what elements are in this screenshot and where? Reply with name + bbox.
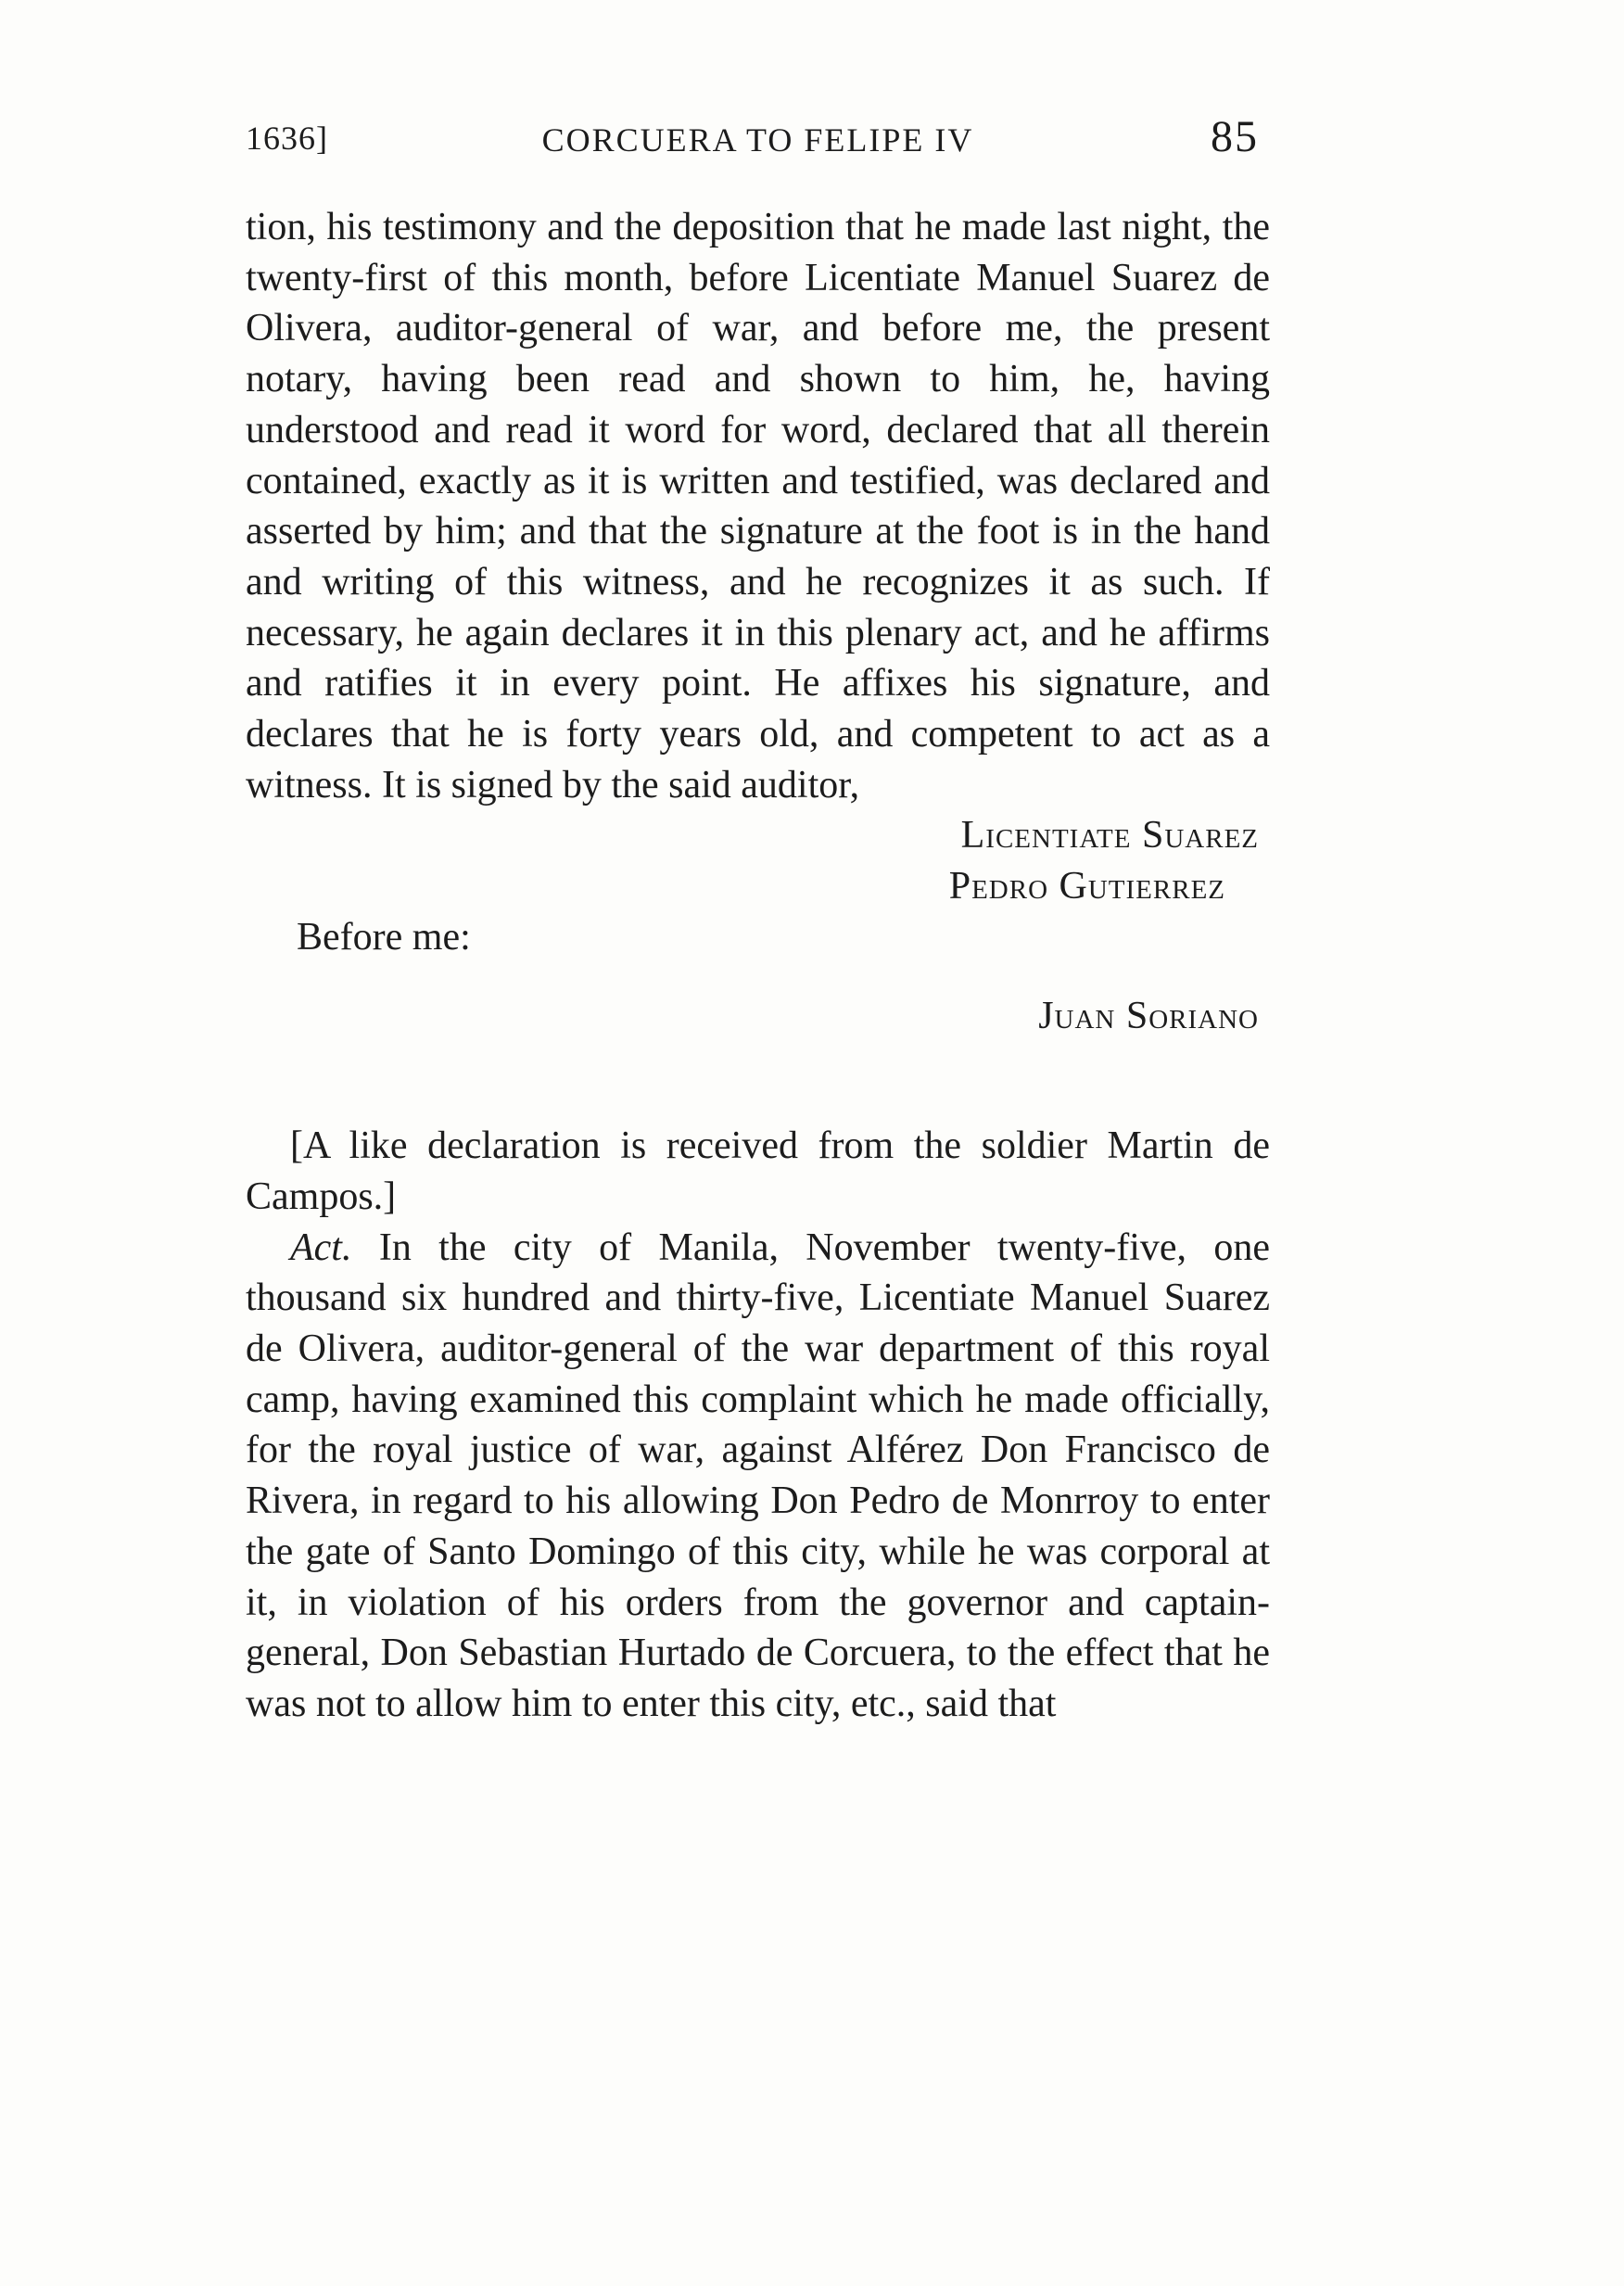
act-label: Act.	[290, 1226, 352, 1269]
header-year: 1636]	[246, 120, 328, 157]
signature-block	[246, 810, 1270, 911]
running-title: CORCUERA TO FELIPE IV	[541, 121, 974, 159]
act-text: In the city of Manila, November twenty-five, one thousand six hundred and thirty-five, Licentiate Manuel Suarez de Olivera, auditor-general of the war department of this royal camp, having examined this complaint which he made officially, for the royal justice of war, against Alférez Don Francisco de Rivera, in regard to his allowing Don Pedro de Monrroy to enter the gate of Santo Domingo of this city, while he was corporal at it, in violation of his orders from the governor and captain-general, Don Sebastian Hurtado de Corcuera, to the effect that he was not to allow him to enter this city, etc., said that	[246, 1226, 1271, 1725]
deposition-paragraph: tion, his testimony and the deposition that he made last night, the twenty-first of this month, before Licentiate Manuel Suarez de Olivera, auditor-general of war, and before me, the present notary, having been read and shown to him, he, having understood and read it word for word, declared that all therein contained, exactly as it is written and testified, was declared and asserted by him; and that the signature at the foot is in the hand and writing of this witness, and he recognizes it as such. If necessary, he again declares it in this plenary act, and he affirms and ratifies it in every point. He affixes his signature, and declares that he is forty years old, and competent to act as a witness. It is signed by the said auditor,	[246, 206, 1270, 806]
signature-licentiate-suarez: Licentiate Suarez	[960, 814, 1259, 857]
editorial-note: [A like declaration is received from the soldier Martin de Campos.]	[246, 1124, 1270, 1218]
signature-juan-soriano: Juan Soriano	[1038, 994, 1259, 1037]
before-me-label: Before me:	[297, 915, 471, 959]
running-header	[246, 111, 1270, 176]
section-spacer	[246, 1041, 1270, 1121]
page-body	[246, 202, 1270, 1730]
act-paragraph	[246, 1223, 1270, 1730]
page-number: 85	[1211, 112, 1259, 161]
signature-pedro-gutierrez: Pedro Gutierrez	[948, 865, 1225, 908]
